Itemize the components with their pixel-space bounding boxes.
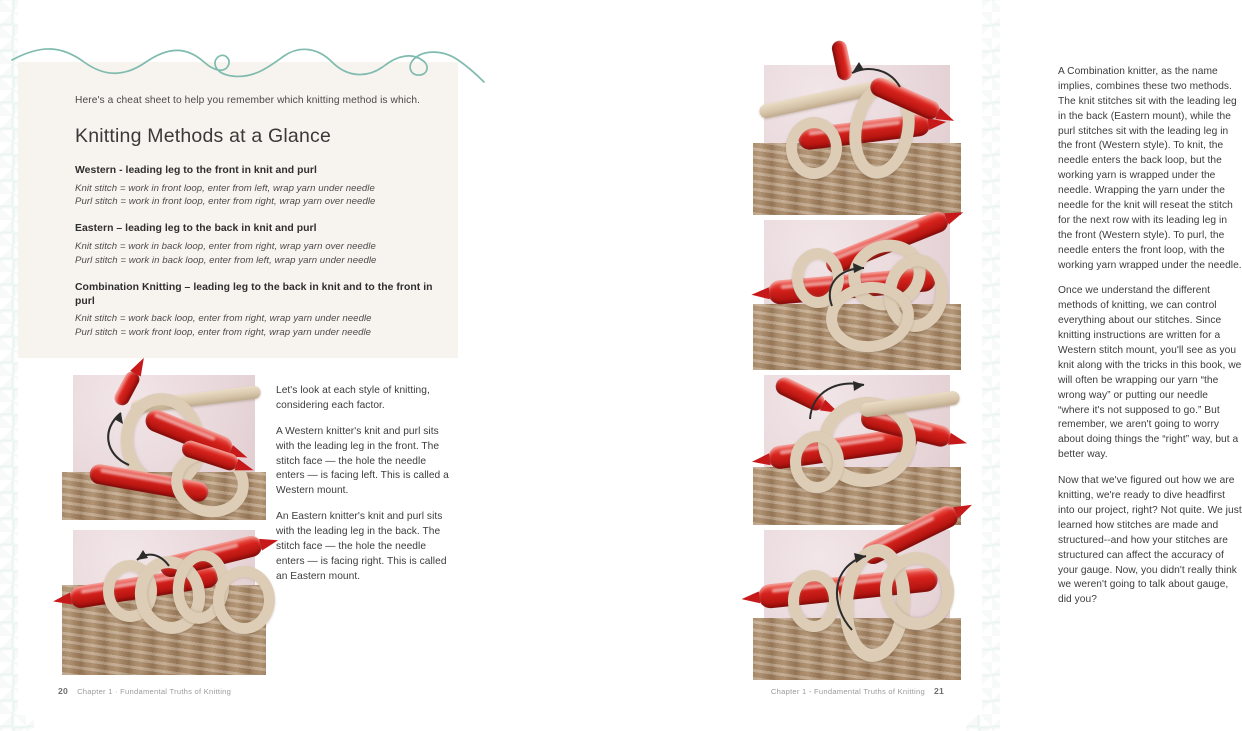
photo-combination-step-1 bbox=[764, 65, 950, 215]
method-block-combination bbox=[75, 281, 435, 340]
middle-text-column bbox=[276, 384, 456, 596]
page-number: 21 bbox=[933, 686, 944, 696]
paragraph: A Combination knitter, as the name implies, combines these two methods. The knit stitches sit with the leading leg in the back (Eastern mount), while the purl stitches sit with the leading leg in the front (Western style). To knit, the needle enters the back loop, but the working yarn is wrapped under the needle. Wrapping the yarn under the needle for the knit will reseat the stitch for the next row with its leading leg in the front (Western style). To purl, the needle enters the front loop, with the working yarn wrapped under the needle. bbox=[1058, 66, 1242, 271]
footer-left bbox=[58, 686, 231, 696]
paragraph: An Eastern knitter's knit and purl sits with the leading leg in the back. The stitch face — the hole the needle enters — is facing right. This is called an Eastern mount. bbox=[276, 511, 447, 582]
footer-right bbox=[771, 686, 944, 696]
left-page bbox=[18, 0, 500, 715]
method-purl-line: Purl stitch = work front loop, enter from right, wrap yarn under needle bbox=[75, 327, 372, 339]
footer-chapter-label: Chapter 1 · Fundamental Truths of Knitting bbox=[77, 687, 232, 696]
needle-tip bbox=[130, 355, 149, 377]
yarn-loop bbox=[788, 570, 840, 632]
paragraph: Now that we've figured out how we are knitting, we're ready to dive headfirst into our project, right? Not quite. We just learned how stitches are made and structured--and how your stitches are structured can affect the accuracy of your gauge. Now, you didn't really think we weren't going to talk about gauge, did you? bbox=[1058, 475, 1242, 606]
page-number: 20 bbox=[58, 686, 69, 696]
method-heading: Western - leading leg to the front in knit and purl bbox=[75, 164, 317, 176]
method-heading: Eastern – leading leg to the back in knit and purl bbox=[75, 223, 317, 235]
cheat-sheet-title: Knitting Methods at a Glance bbox=[75, 124, 331, 147]
needle-tip bbox=[948, 433, 968, 449]
paragraph: A Western knitter's knit and purl sits with the leading leg in the front. The stitch face — the hole the needle enters — is facing left. This is called a Western mount. bbox=[276, 425, 449, 497]
method-knit-line: Knit stitch = work in back loop, enter from right, wrap yarn over needle bbox=[75, 241, 376, 253]
photo-western-mount bbox=[73, 375, 255, 520]
right-text-column bbox=[1058, 65, 1242, 619]
cheat-sheet-panel bbox=[18, 62, 458, 358]
needle-tip bbox=[741, 591, 760, 605]
method-knit-line: Knit stitch = work in front loop, enter from left, wrap yarn under needle bbox=[75, 182, 375, 194]
photo-eastern-mount bbox=[73, 530, 255, 675]
photo-combination-step-2 bbox=[764, 220, 950, 370]
cheat-sheet-lead: Here's a cheat sheet to help you remember which knitting method is which. bbox=[75, 95, 421, 106]
paragraph: Let's look at each style of knitting, considering each factor. bbox=[276, 385, 430, 411]
method-block-western bbox=[75, 164, 435, 210]
yarn-loop bbox=[213, 566, 275, 634]
footer-chapter-label: Chapter 1 - Fundamental Truths of Knitting bbox=[770, 687, 925, 696]
needle-tip bbox=[751, 453, 770, 467]
yarn-loop bbox=[790, 431, 844, 493]
method-block-eastern bbox=[75, 222, 435, 268]
method-heading: Combination Knitting – leading leg to the back in knit and to the front in purl bbox=[75, 281, 433, 307]
right-page bbox=[500, 0, 1242, 715]
cheat-sheet-content bbox=[75, 94, 435, 353]
method-knit-line: Knit stitch = work back loop, enter from right, wrap yarn under needle bbox=[75, 313, 372, 325]
photo-combination-step-3 bbox=[764, 375, 950, 525]
needle-tip bbox=[751, 287, 770, 301]
paragraph: Once we understand the different methods of knitting, we can control everything about our stitches. Since knitting instructions are written for a Western stitch mount, you'll see as you knit along with the tricks in this book, we will often be wrapping our yarn “the wrong way” or putting our needle “where it's not supposed to go.” But remember, we aren't going to worry about doing things the “right” way, but a better way. bbox=[1058, 285, 1242, 461]
method-purl-line: Purl stitch = work in back loop, enter from left, wrap yarn under needle bbox=[75, 254, 377, 266]
method-purl-line: Purl stitch = work in front loop, enter from right, wrap yarn over needle bbox=[75, 196, 376, 208]
photo-combination-purl bbox=[764, 530, 950, 680]
yarn-loop bbox=[786, 117, 842, 179]
